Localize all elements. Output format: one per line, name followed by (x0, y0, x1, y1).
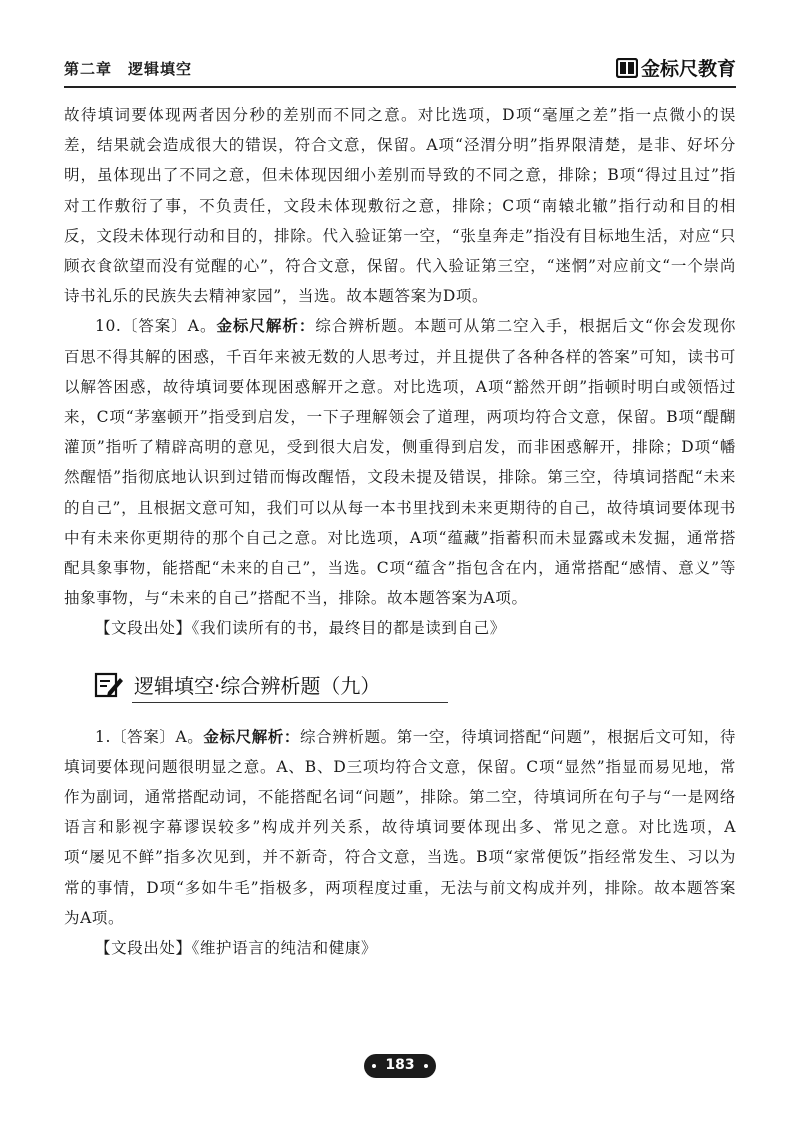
source-note-1: 【文段出处】《维护语言的纯洁和健康》 (95, 939, 378, 958)
header-divider (64, 86, 736, 88)
page-header (64, 54, 736, 82)
answer-10-label: 金标尺解析： (216, 316, 316, 336)
answer-1 (64, 722, 736, 933)
page-number-badge (364, 1054, 436, 1078)
section-heading (94, 664, 736, 708)
chapter-title: 第二章 逻辑填空 (64, 60, 193, 78)
answer-1-label: 金标尺解析： (203, 726, 301, 746)
section-title: 逻辑填空·综合辨析题（九） (134, 673, 381, 698)
brand-name: 金标尺教育 (640, 58, 736, 80)
answer-10 (64, 311, 736, 613)
paragraph-continuation: 故待填词要体现两者因分秒的差别而不同之意。对比选项，D项“毫厘之差”指一点微小的误差，结果就会造成很大的错误，符合文意，保留。A项“泾渭分明”指界限清楚，是非、好坏分明，虽体现出了不同之意，但未体现因细小差别而导致的不同之意，排除；B项“得过且过”指对工作敷衍了事，不负责任，文段未体现敷衍之意，排除；C项“南辕北辙”指行动和目的相反，文段未体现行动和目的，排除。代入验证第一空，“张皇奔走”指没有目标地生活，对应“只顾衣食欲望而没有觉醒的心”，符合文意，保留。代入验证第三空，“迷惘”对应前文“一个崇尚诗书礼乐的民族失去精神家园”，当选。故本题答案为D项。 (64, 106, 736, 306)
edit-note-icon (94, 670, 124, 700)
brand-logo (616, 54, 736, 81)
page-number: 183 (385, 1057, 415, 1073)
answer-10-body: 综合辨析题。本题可从第二空入手，根据后文“你会发现你百思不得其解的困惑，千百年来被无数的人思考过，并且提供了各种各样的答案”可知，读书可以解答困惑，故待填词要体现困惑解开之意。对比选项，A项“豁然开朗”指顿时明白或领悟过来，C项“茅塞顿开”指受到启发，一下子理解领会了道理，两项均符合文意，保留。B项“醍醐灌顶”指听了精辟高明的意见，受到很大启发，侧重得到启发，而非困惑解开，排除；D项“幡然醒悟”指彻底地认识到过错而悔改醒悟，文段未提及错误，排除。第三空，待填词搭配“未来的自己”，且根据文意可知，我们可以从每一本书里找到未来更期待的自己，故待填词要体现书中有未来你更期待的那个自己之意。对比选项，A项“蕴藏”指蓄积而未显露或未发掘，通常搭配具象事物，能搭配“未来的自己”，当选。C项“蕴含”指包含在内，通常搭配“感情、意义”等抽象事物，与“未来的自己”搭配不当，排除。故本题答案为A项。 (64, 317, 736, 608)
section-underline (132, 702, 448, 704)
answer-1-prefix: 1.〔答案〕A。 (95, 727, 204, 746)
source-note-10: 【文段出处】《我们读所有的书，最终目的都是读到自己》 (95, 619, 506, 638)
answer-10-prefix: 10.〔答案〕A。 (95, 317, 217, 336)
answer-1-body: 综合辨析题。第一空，待填词搭配“问题”，根据后文可知，待填词要体现问题很明显之意。A、B、D三项均符合文意，保留。C项“显然”指显而易见地，常作为副词，通常搭配动词，不能搭配名词“问题”，排除。第二空，待填词所在句子与“一是网络语言和影视字幕谬误较多”构成并列关系，故待填词要体现出多、常见之意。对比选项，A项“屡见不鲜”指多次见到，并不新奇，符合文意，当选。B项“家常便饭”指经常发生、习以为常的事情，D项“多如牛毛”指极多，两项程度过重，无法与前文构成并列，排除。故本题答案为A项。 (64, 727, 736, 927)
page-content (64, 100, 736, 963)
book-logo-icon (616, 58, 638, 78)
